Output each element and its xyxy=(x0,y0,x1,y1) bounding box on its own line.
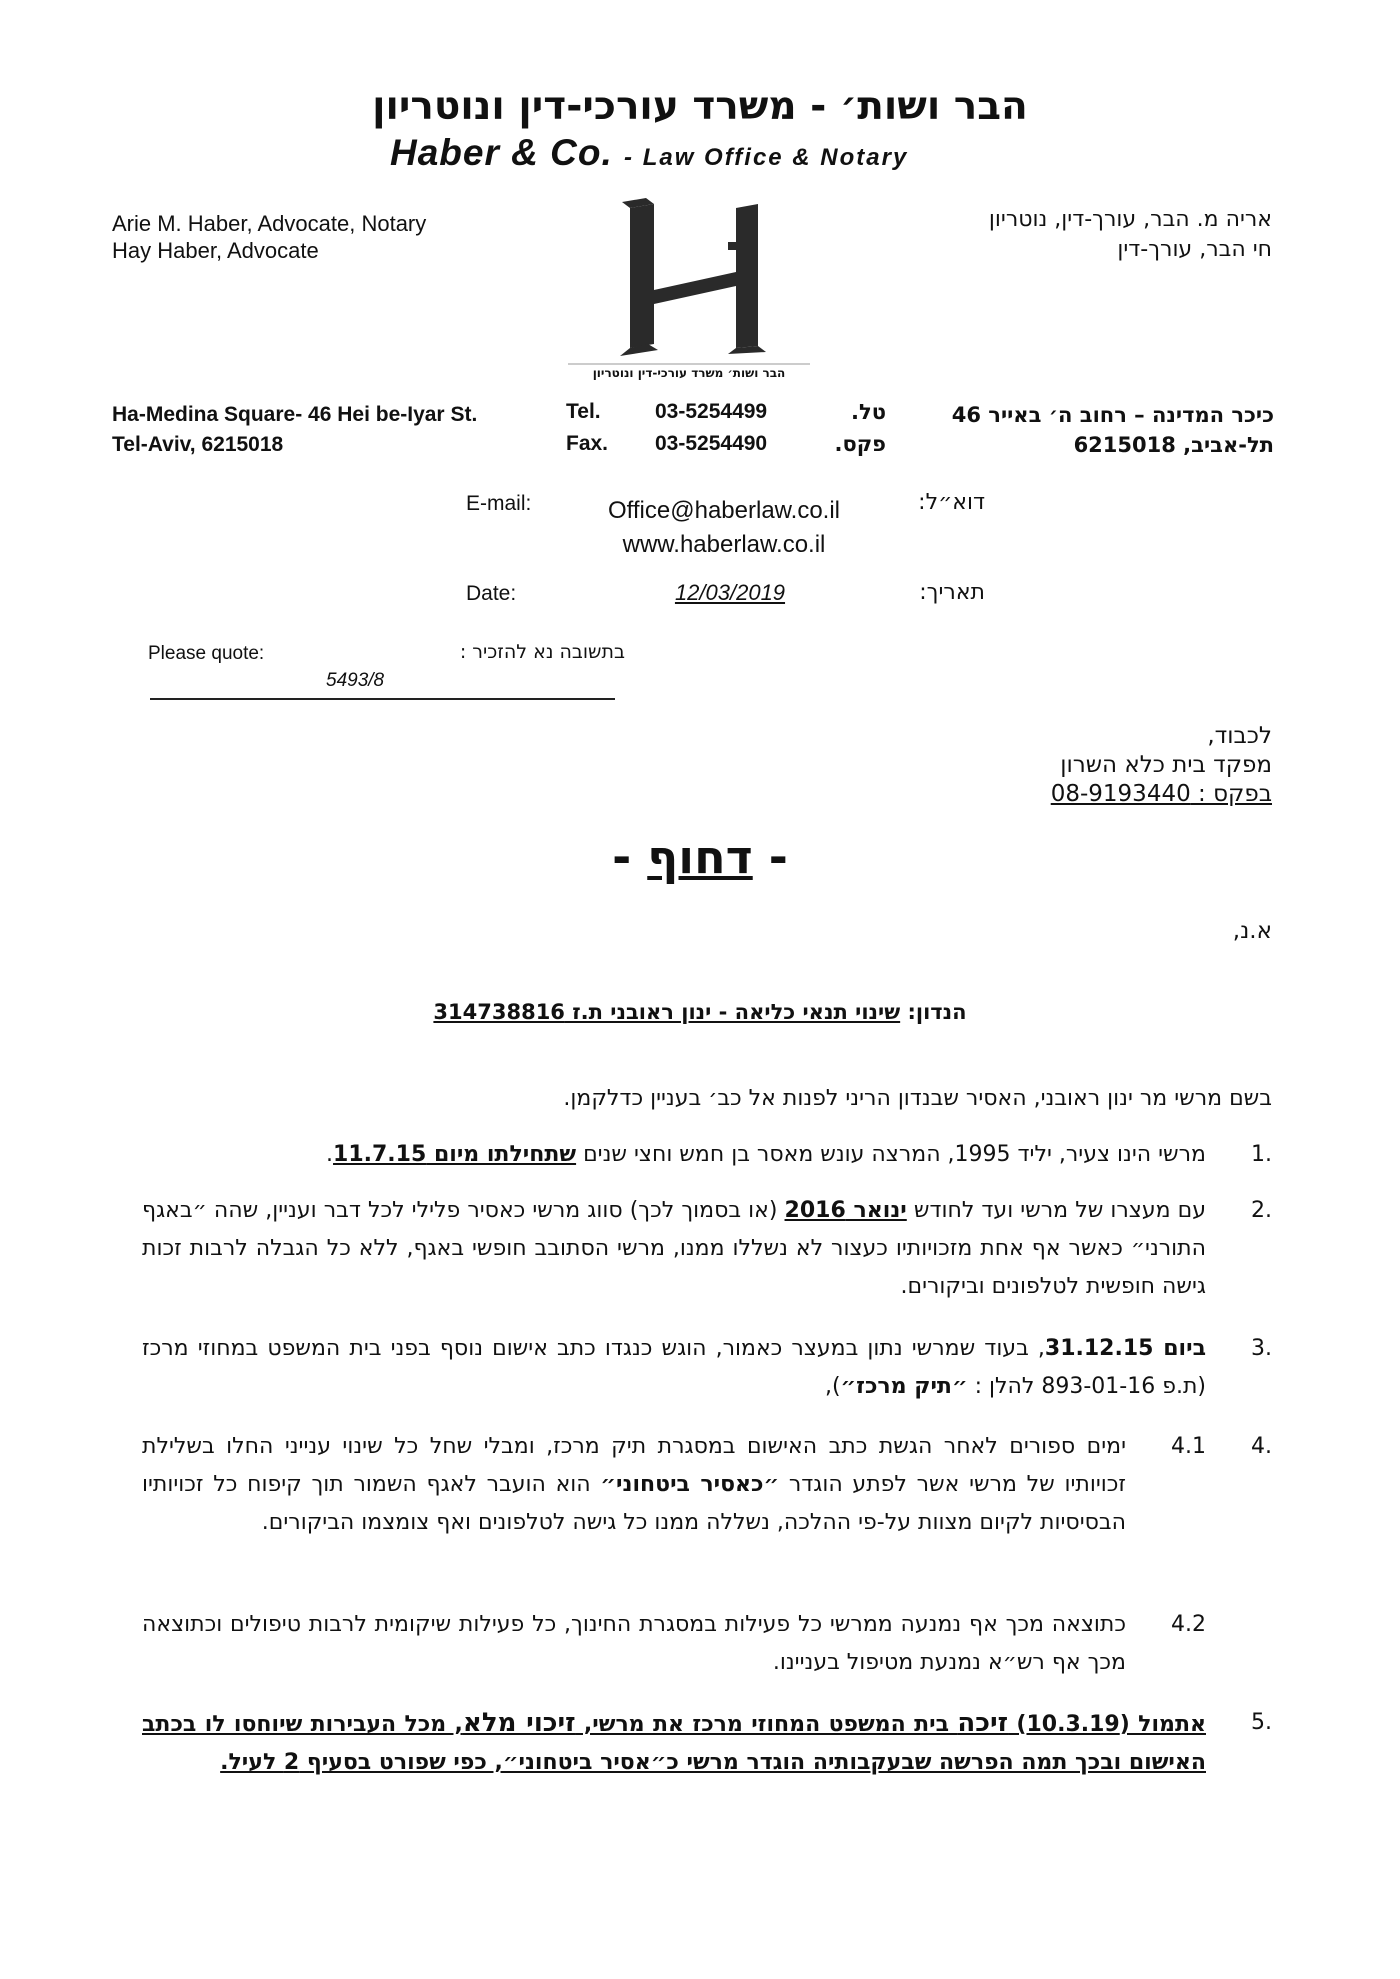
fax-label-en: Fax. xyxy=(566,432,609,455)
date-label-he: :תאריך xyxy=(919,580,985,605)
paragraph-3-number: .3 xyxy=(1251,1336,1272,1361)
paragraph-4 xyxy=(142,1428,1272,1588)
salutation: א.נ, xyxy=(1232,918,1272,944)
quote-label-he: בתשובה נא להזכיר : xyxy=(459,641,625,663)
urgent-word: דחוף xyxy=(647,830,753,884)
paragraph-4-2-text: כתוצאה מכך אף נמנעה ממרשי כל פעילות במסגרת החינוך, כל פעילות שיקומית לרבות טיפולים וכתוצאה מכך אף רש״א נמנעת מטיפול בעניינו. xyxy=(142,1612,1126,1675)
paragraph-5 xyxy=(142,1704,1272,1784)
paragraph-2-number: .2 xyxy=(1251,1198,1272,1223)
firm-name-english-main: Haber & Co. xyxy=(390,132,613,173)
paragraph-4-2-number: 4.2 xyxy=(1171,1612,1206,1637)
urgent-dash-left: - xyxy=(612,830,632,884)
paragraph-1-text: מרשי הינו צעיר, יליד 1995, המרצה עונש מאסר בן חמש וחצי שנים שתחילתו מיום 11.7.15. xyxy=(326,1142,1206,1167)
recipient-block xyxy=(1051,722,1272,809)
paragraph-4-number: .4 xyxy=(1251,1434,1272,1459)
email-label-en: E-mail: xyxy=(466,492,532,515)
paragraph-4-1-number: 4.1 xyxy=(1171,1434,1206,1459)
address-line-1-he: כיכר המדינה – רחוב ה׳ באייר 46 xyxy=(951,403,1274,427)
paragraph-2-text: עם מעצרו של מרשי ועד לחודש ינואר 2016 (או בסמוך לכך) סווג מרשי כאסיר פלילי לכל דבר ועניין, שהה ״באגף התורני״ כאשר אף אחת מזכויותיו כעצור לא נשללו ממנו, מרשי הסתובב חופשי באגף, ללא כל הגבלה לרבות זכות גישה חופשית לטלפונים וביקורים. xyxy=(142,1198,1207,1299)
subject-line xyxy=(0,1000,1400,1024)
recipient-fax: בפקס : 08-9193440 xyxy=(1050,781,1272,807)
firm-name-english xyxy=(390,132,990,174)
firm-name-english-sub: - Law Office & Notary xyxy=(624,144,909,171)
address-line-2-en: Tel-Aviv, 6215018 xyxy=(112,433,284,456)
email-label-he: :דוא״ל xyxy=(918,490,985,515)
quote-label-en: Please quote: xyxy=(148,643,265,664)
logo-caption: הבר ושות׳ משרד עורכי-דין ונוטריון xyxy=(592,366,786,380)
date-label-en: Date: xyxy=(466,582,517,605)
paragraph-3-text: ביום 31.12.15, בעוד שמרשי נתון במעצר כאמור, הוגש כנגדו כתב אישום נוסף בפני בית המשפט במחוזי מרכז (ת.פ 893-01-16 להלן : ״תיק מרכז״), xyxy=(142,1336,1206,1399)
paragraph-1-number: .1 xyxy=(1251,1142,1272,1167)
recipient-greeting: לכבוד, xyxy=(1207,723,1272,749)
address-line-1-en: Ha-Medina Square- 46 Hei be-Iyar St. xyxy=(112,403,478,426)
lawyer-1-en: Arie M. Haber, Advocate, Notary xyxy=(112,211,427,236)
paragraph-3 xyxy=(142,1330,1272,1410)
lawyers-hebrew xyxy=(989,205,1272,265)
quote-divider xyxy=(150,698,615,700)
lawyer-2-en: Hay Haber, Advocate xyxy=(112,238,319,263)
tel-label-he: טל. xyxy=(851,400,886,424)
fax-label-he: פקס. xyxy=(834,432,886,456)
firm-name-hebrew: הבר ושות׳ - משרד עורכי-דין ונוטריון xyxy=(372,84,1028,129)
lawyer-2-he: חי הבר, עורך-דין xyxy=(1117,237,1272,262)
paragraph-5-text: אתמול (10.3.19) זיכה בית המשפט המחוזי מרכז את מרשי, זיכוי מלא, מכל העבירות שיוחסו לו בכתב האישום ובכך תמה הפרשה שבעקבותיה הוגדר מרשי כ״אסיר ביטחוני״, כפי שפורט בסעיף 2 לעיל. xyxy=(142,1708,1206,1775)
urgent-heading xyxy=(0,830,1400,884)
recipient-name: מפקד בית כלא השרון xyxy=(1060,752,1272,778)
paragraph-5-number: .5 xyxy=(1251,1710,1272,1735)
address-line-2-he: תל-אביב, 6215018 xyxy=(1073,433,1274,457)
paragraph-1 xyxy=(142,1136,1272,1176)
address-english xyxy=(112,400,477,460)
lawyer-1-he: אריה מ. הבר, עורך-דין, נוטריון xyxy=(988,207,1272,232)
firm-logo xyxy=(568,198,810,398)
email-link[interactable]: Office@haberlaw.co.il xyxy=(607,497,841,524)
quote-reference: 5493/8 xyxy=(326,670,385,691)
fax-number: 03-5254490 xyxy=(655,432,768,455)
paragraph-2 xyxy=(142,1192,1272,1312)
intro-paragraph: בשם מרשי מר ינון ראובני, האסיר שבנדון הריני לפנות אל כב׳ בעניין כדלקמן. xyxy=(563,1086,1272,1111)
paragraph-4-2 xyxy=(142,1606,1272,1686)
paragraph-4-1-text: ימים ספורים לאחר הגשת כתב האישום במסגרת תיק מרכז, ומבלי שחל כל שינוי ענייני החלו בשלילת זכויותיו של מרשי אשר לפתע הוגדר ״כאסיר ביטחוני״ הוא הועבר לאגף השמור תוך קיפוח כל זכויותיו הבסיסיות לקיום מצוות על-פי ההלכה, נשללה ממנו כל גישה לטלפונים ואף צומצמו הביקורים. xyxy=(142,1434,1127,1535)
tel-label-en: Tel. xyxy=(566,400,601,423)
subject-text: שינוי תנאי כליאה - ינון ראובני ת.ז 314738816 xyxy=(433,1000,901,1024)
letter-date: 12/03/2019 xyxy=(674,580,786,605)
subject-label: הנדון: xyxy=(907,1000,967,1024)
lawyers-english xyxy=(112,210,426,264)
urgent-dash-right: - xyxy=(768,830,788,884)
tel-number: 03-5254499 xyxy=(655,400,768,423)
address-hebrew xyxy=(952,400,1274,460)
contact-block xyxy=(594,494,854,562)
website-link[interactable]: www.haberlaw.co.il xyxy=(622,531,826,558)
